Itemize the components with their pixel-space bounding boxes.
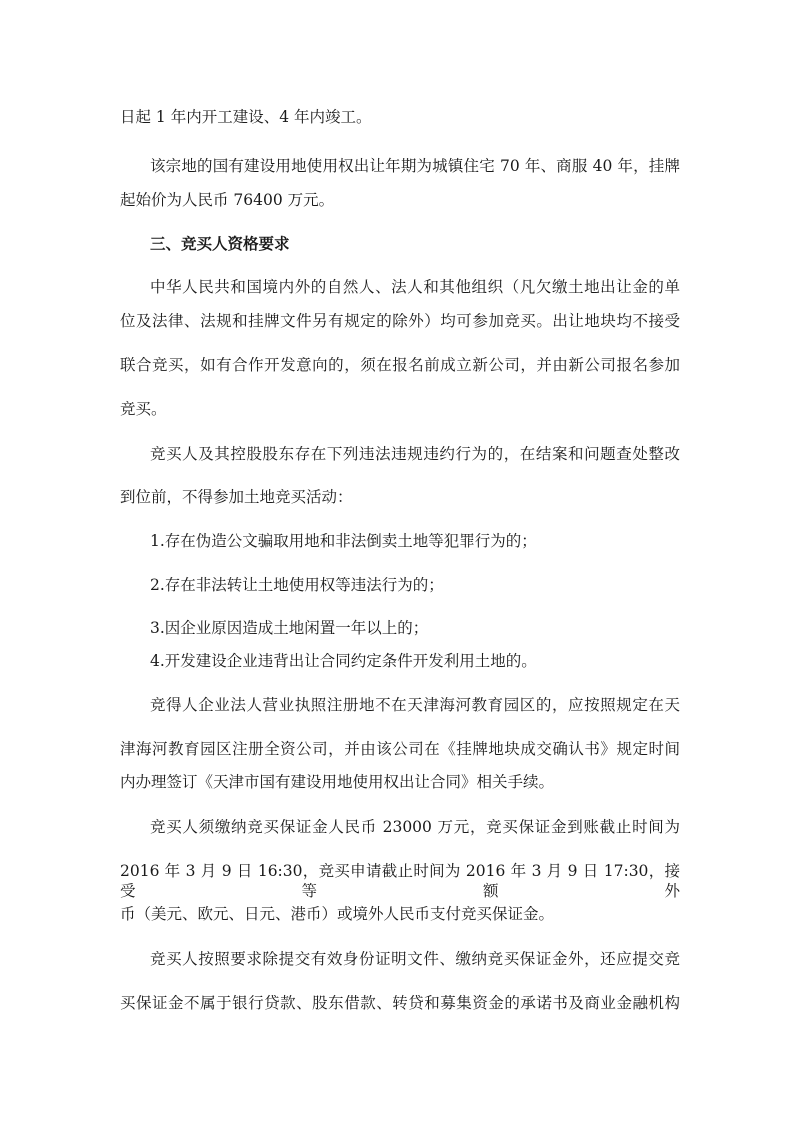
text-line: 津海河教育园区注册全资公司，并由该公司在《挂牌地块成交确认书》规定时间 <box>120 740 680 758</box>
text-line: 2016 年 3 月 9 日 16:30，竞买申请截止时间为 2016 年 3 月 9 日 17:30，接受等额外 <box>120 862 680 900</box>
text-line: 竞买人按照要求除提交有效身份证明文件、缴纳竞买保证金外，还应提交竞 <box>150 950 680 968</box>
text-line: 竞买。 <box>120 400 167 418</box>
list-item: 2.存在非法转让土地使用权等违法行为的； <box>150 576 444 594</box>
list-item: 4.开发建设企业违背出让合同约定条件开发利用土地的。 <box>150 652 537 670</box>
text-line: 位及法律、法规和挂牌文件另有规定的除外）均可参加竞买。出让地块均不接受 <box>120 312 680 330</box>
text-line: 币（美元、欧元、日元、港币）或境外人民币支付竞买保证金。 <box>120 905 555 923</box>
text-line: 该宗地的国有建设用地使用权出让年期为城镇住宅 70 年、商服 40 年，挂牌 <box>150 157 680 175</box>
text-line: 内办理签订《天津市国有建设用地使用权出让合同》相关手续。 <box>120 773 555 791</box>
section-heading: 三、竞买人资格要求 <box>150 235 290 253</box>
list-item: 3.因企业原因造成土地闲置一年以上的； <box>150 619 429 637</box>
text-line: 起始价为人民币 76400 万元。 <box>120 191 335 209</box>
text-line: 竞买人须缴纳竞买保证金人民币 23000 万元，竞买保证金到账截止时间为 <box>150 818 680 836</box>
text-line: 买保证金不属于银行贷款、股东借款、转贷和募集资金的承诺书及商业金融机构 <box>120 994 680 1012</box>
text-line: 竞买人及其控股股东存在下列违法违规违约行为的，在结案和问题查处整改 <box>150 445 680 463</box>
text-line: 中华人民共和国境内外的自然人、法人和其他组织（凡欠缴土地出让金的单 <box>150 278 680 296</box>
text-line: 联合竞买，如有合作开发意向的，须在报名前成立新公司，并由新公司报名参加 <box>120 356 680 374</box>
list-item: 1.存在伪造公文骗取用地和非法倒卖土地等犯罪行为的； <box>150 532 537 550</box>
text-line: 到位前，不得参加土地竞买活动： <box>120 488 353 506</box>
text-line: 竞得人企业法人营业执照注册地不在天津海河教育园区的，应按照规定在天 <box>150 696 680 714</box>
text-line: 日起 1 年内开工建设、4 年内竣工。 <box>120 108 372 126</box>
